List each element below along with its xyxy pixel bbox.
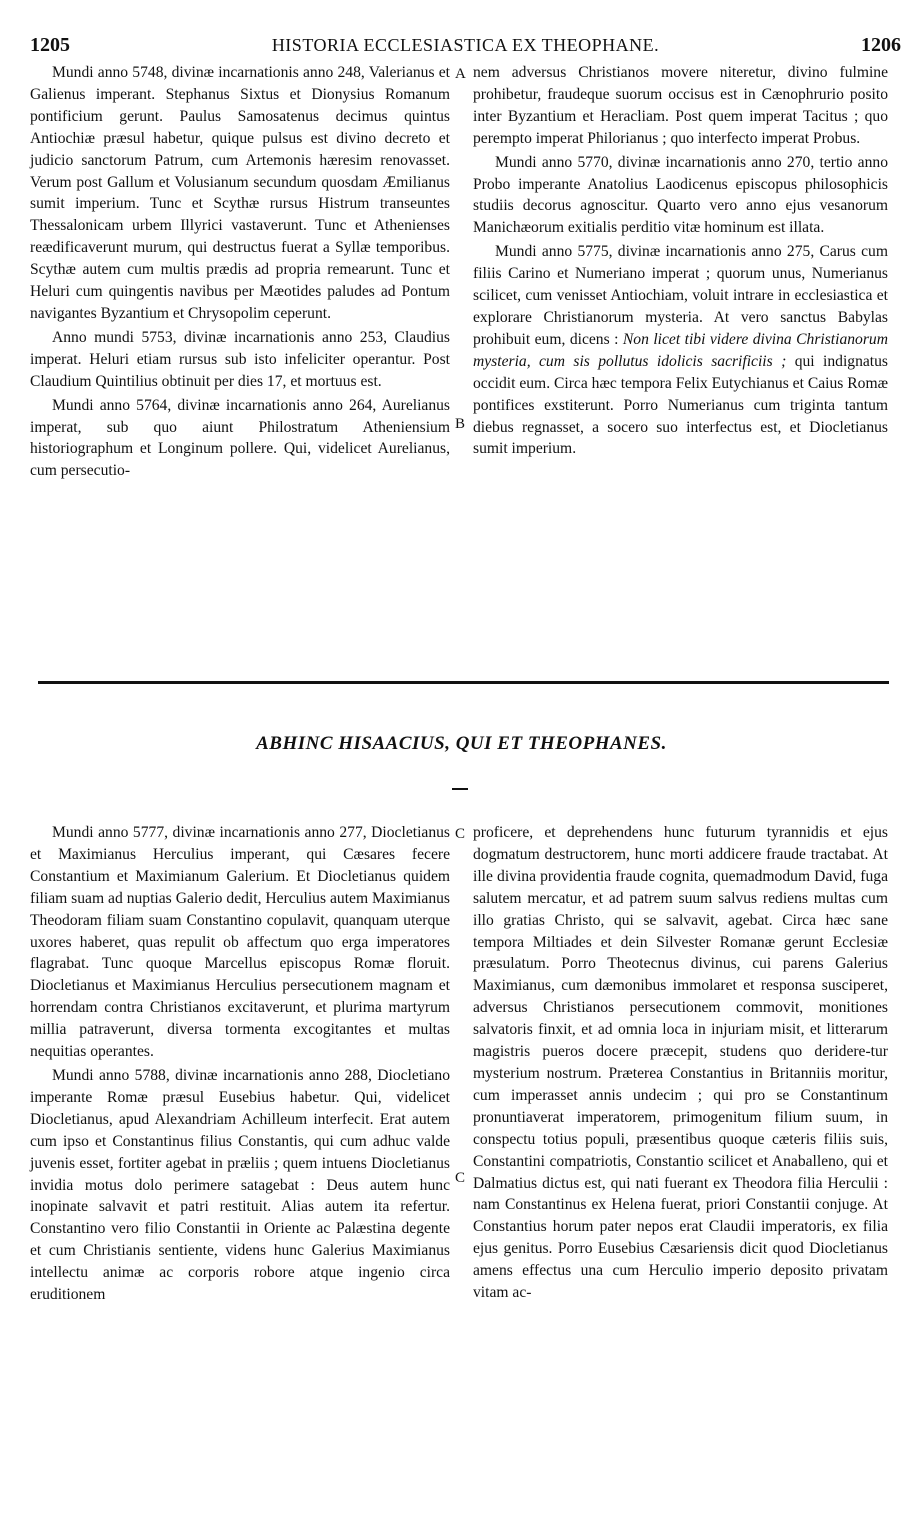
quotation: Non licet tibi videre divina Christianorum mysteria, cum sis pollutus idolicis sacrificiis ;: [473, 330, 888, 370]
paragraph-text: qui indignatus occidit eum. Circa hæc tempora Felix Eutychianus et Caius Romæ pontifices exstiterunt. Porro Numerianus cum triginta tantum diebus regnasset, a socero suo interfectus est, et Diocletianus sumit imperium.: [473, 352, 888, 458]
section-divider: [38, 681, 889, 684]
paragraph: Mundi anno 5770, divinæ incarnationis anno 270, tertio anno Probo imperante Anatolius Laodicenus episcopus philosophicis studiis decorus agnoscitur. Quarto vero anno ejus vesanorum Manichæorum exitialis perditio vitæ hominum est illata.: [473, 153, 888, 237]
left-column-bottom: [30, 822, 450, 1306]
margin-marker-c: C: [455, 1170, 466, 1186]
section-title: ABHINC HISAACIUS, QUI ET THEOPHANES.: [256, 733, 667, 754]
right-column-top: [473, 62, 888, 460]
page-number-left: 1205: [30, 34, 70, 56]
right-column-bottom: [473, 822, 888, 1304]
paragraph: Anno mundi 5753, divinæ incarnationis anno 253, Claudius imperat. Heluri etiam rursus sub isto infeliciter operantur. Post Claudium Quintilius obtinuit per dies 17, et mortuus est.: [30, 328, 450, 390]
paragraph: proficere, et deprehendens hunc futurum tyrannidis et ejus dogmatum destructorem, hunc morti addicere fraude tractabat. At ille divina providentia fraude cognita, quemadmodum David, fuga salutem mercatur, et ad patrem suum salvus rediens multas cum illo gratias Christo, qui se salvavit, agebat. Circa hæc sane tempora Miltiades et dein Silvester Romanæ gerunt Ecclesiæ præsulatum. Porro Theotecnus divinus, cui parens Galerius Maximianus, cum dæmonibus immolaret et responsa susciperet, adversus Christianos persecutionem commovit, monitiones salvatoris finxit, et ad omnia loca in injuriam misit, et litterarum magistris pueros docere præcepit, studens quo deridere-tur mysterium nostrum. Præterea Constantius in Britanniis moritur, cum imperasset annis undecim ; qui pro se Constantinum pronuntiaverat imperatorem, primogenitum filium suum, in conspectu totius populi, præsentibus quoque cæteris filiis suis, Constantini compatriotis, Constantio scilicet et Anaballeno, qui et Dalmatius dictus est, qui nati fuerant ex Theodora filia Herculii : nam Constantinus ex Helena fuerat, priori Constantii conjuge. At Constantius horum pater nepos erat Claudii imperatoris, ex filia ejus genitus. Porro Eusebius Cæsariensis dicit quod Diocletianus amens effectus una cum Herculio imperio deposito privatam vitam ac-: [473, 824, 888, 1302]
title-dash: [452, 788, 468, 790]
paragraph: nem adversus Christianos movere niteretur, divino fulmine prohibetur, fraudeque suorum occisus est in Cænophrurio posito inter Byzantium et Heracliam. Post quem imperat Tacitus ; quo perempto imperat Philorianus ; quo interfecto imperat Probus.: [473, 64, 888, 147]
margin-marker-a: A: [455, 66, 466, 82]
paragraph: Mundi anno 5788, divinæ incarnationis anno 288, Diocletiano imperante Romæ præsul Eusebius habetur. Qui, videlicet Diocletianus, apud Alexandriam Achilleum interfecit. Erat autem cum ipso et Constantinus filius Constantis, qui cum adhuc valde juvenis esset, fortiter agebat in præliis ; quem intuens Diocletianus invidia motus dolo perimere satagebat : Deus autem hunc inopinate salvavit et patri restituit. Alias autem ita refertur. Constantino vero filio Constantii in Oriente ac Palæstina degente et cum Christianis sentiente, videns hunc Galerius Maximianus intellectu animæ ac corporis robore atque ingenio circa eruditionem: [30, 1066, 450, 1304]
paragraph-text: Mundi anno 5775, divinæ incarnationis anno 275, Carus cum filiis Carino et Numeriano imperat ; quorum unus, Numerianus scilicet, cum venisset Antiochiam, voluit intrare in ecclesiastica et explorare Christianorum mysteria. At vero sanctus Babylas prohibuit eum, dicens :: [473, 243, 888, 348]
paragraph: Mundi anno 5777, divinæ incarnationis anno 277, Diocletianus et Maximianus Herculius imperant, qui Cæsares fecere Constantium et Maximianum Galerium. Et Diocletianus quidem filiam suam ad nuptias Galerio dedit, Herculius autem Maximianus Theodoram filiam suam Constantino copulavit, quanquam uterque uxores haberet, quas repulit ob affectum quo erga imperatores flagrabat. Tunc quoque Marcellus episcopus Romæ floruit. Diocletianus et Maximianus Herculius persecutionem magnam et horrendam contra Christianos excitaverunt, et plurima martyrum millia patraverunt, diversa tormenta excogitantes et multas nequitias operantes.: [30, 824, 450, 1061]
paragraph: [473, 241, 888, 460]
margin-marker-b: B: [455, 416, 466, 432]
left-column-top: [30, 62, 450, 482]
paragraph: Mundi anno 5748, divinæ incarnationis anno 248, Valerianus et Galienus imperant. Stephanus Sixtus et Dionysius Romanum pontificium gerunt. Paulus Samosatenus decimus quintus Antiochiæ præsul habetur, quique pulsus est divino decreto et judicio sanctorum Patrum, cum Artemonis hæresim renovasset. Verum post Gallum et Volusianum secundum quosdam Æmilianus sumit imperium. Tunc et Scythæ rursus Histrum transeuntes Thessalonicam urbem Illyrici vastaverunt. Tunc et Athenienses reædificaverunt murum, qui destructus fuerat a Syllæ temporibus. Scythæ autem cum multis prædis ad propria remearunt. Tunc et Heluri cum quingentis navibus per Mæotides paludes ad Pontum navigantes Byzantium et Chrysopolim ceperunt.: [30, 64, 450, 322]
running-title: HISTORIA ECCLESIASTICA EX THEOPHANE.: [271, 35, 660, 55]
margin-marker-c: C: [455, 826, 466, 842]
page-number-right: 1206: [861, 34, 901, 56]
running-header: [30, 34, 901, 60]
paragraph: Mundi anno 5764, divinæ incarnationis anno 264, Aurelianus imperat, sub quo aiunt Philostratum Atheniensium historiographum et Longinum pollere. Qui, videlicet Aurelianus, cum persecutio-: [30, 396, 450, 480]
